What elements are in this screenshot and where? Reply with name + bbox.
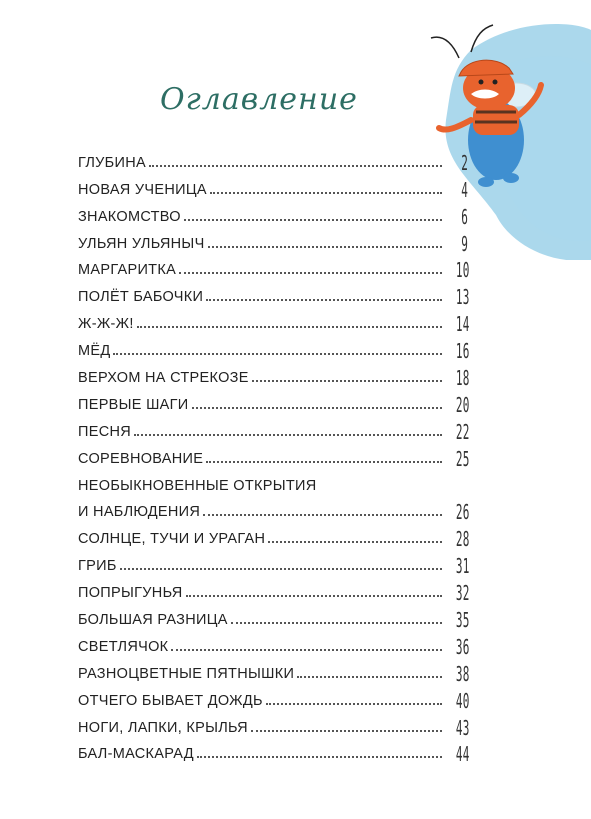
dot-leader <box>179 272 442 274</box>
toc-entry[interactable] <box>78 657 468 684</box>
toc-entry-label: БОЛЬШАЯ РАЗНИЦА <box>78 612 228 629</box>
dot-leader <box>268 541 442 543</box>
toc-entry-label: НЕОБЫКНОВЕННЫЕ ОТКРЫТИЯ <box>78 477 317 494</box>
toc-entry-label: ВЕРХОМ НА СТРЕКОЗЕ <box>78 370 249 387</box>
dot-leader <box>206 299 442 301</box>
toc-entry[interactable] <box>78 711 468 738</box>
dot-leader <box>206 461 442 463</box>
toc-entry-label: ГРИБ <box>78 558 117 575</box>
toc-entry-page-number: 18 <box>455 366 470 391</box>
toc-entry-page-number: 43 <box>455 715 470 740</box>
dot-leader <box>186 595 443 597</box>
toc-entry[interactable] <box>78 630 468 657</box>
toc-entry-label: ОТЧЕГО БЫВАЕТ ДОЖДЬ <box>78 692 263 709</box>
toc-entry-page-number: 10 <box>455 258 470 283</box>
toc-entry[interactable] <box>78 254 468 281</box>
dot-leader <box>251 730 442 732</box>
toc-entry-label: ПОЛЁТ БАБОЧКИ <box>78 289 204 306</box>
dot-leader <box>266 703 442 705</box>
toc-entry-page-number: 13 <box>455 285 470 310</box>
toc-entry-label: ЗНАКОМСТВО <box>78 208 181 225</box>
dot-leader <box>210 192 442 194</box>
toc-entry-label: НОВАЯ УЧЕНИЦА <box>78 181 207 198</box>
toc-entry-label: УЛЬЯН УЛЬЯНЫЧ <box>78 235 205 252</box>
toc-entry-page-number: 22 <box>455 419 470 444</box>
toc-entry-label: СОЛНЦЕ, ТУЧИ И УРАГАН <box>78 531 266 548</box>
toc-entry[interactable] <box>78 388 468 415</box>
toc-entry[interactable] <box>78 738 468 765</box>
dot-leader <box>231 622 442 624</box>
toc-entry-page-number: 6 <box>461 204 468 229</box>
toc-entry-label: СОРЕВНОВАНИЕ <box>78 450 204 467</box>
toc-entry-page-number: 20 <box>455 392 470 417</box>
toc-entry-label: БАЛ-МАСКАРАД <box>78 746 194 763</box>
toc-entry-page-number: 31 <box>455 554 470 579</box>
dot-leader <box>134 434 442 436</box>
toc-entry[interactable] <box>78 442 468 469</box>
toc-entry[interactable] <box>78 227 468 254</box>
toc-entry-label: И НАБЛЮДЕНИЯ <box>78 504 201 521</box>
dot-leader <box>120 568 442 570</box>
toc-entry-page-number: 26 <box>455 500 470 525</box>
toc-entry-page-number: 35 <box>455 608 470 633</box>
toc-entry-page-number: 28 <box>455 527 470 552</box>
dot-leader <box>149 165 442 167</box>
toc-entry[interactable] <box>78 549 470 579</box>
toc-entry-label: НОГИ, ЛАПКИ, КРЫЛЬЯ <box>78 719 248 736</box>
dot-leader <box>203 514 442 516</box>
toc-entry-page-number: 44 <box>455 742 470 767</box>
toc-entry-page-number: 25 <box>455 446 470 471</box>
toc-entry[interactable] <box>78 361 470 391</box>
toc-entry-label: МЁД <box>78 343 111 360</box>
toc-entry-page-number: 2 <box>461 150 468 175</box>
toc-entry-page-number: 38 <box>455 661 470 686</box>
toc-entry[interactable] <box>78 684 468 711</box>
toc-entry[interactable] <box>78 415 468 442</box>
toc-entry-label: СВЕТЛЯЧОК <box>78 638 169 655</box>
toc-entry[interactable] <box>78 146 468 173</box>
dot-leader <box>137 326 442 328</box>
dot-leader <box>171 649 442 651</box>
toc-entry[interactable] <box>78 469 468 496</box>
toc-entry[interactable] <box>78 603 470 633</box>
toc-entry-page-number: 40 <box>455 688 470 713</box>
toc-entry-label: МАРГАРИТКА <box>78 262 177 279</box>
dot-leader <box>113 353 442 355</box>
page-title: Оглавление <box>160 82 358 117</box>
toc-entry-page-number: 14 <box>455 312 470 337</box>
toc-entry[interactable] <box>78 307 470 337</box>
toc-entry-label: ПОПРЫГУНЬЯ <box>78 585 183 602</box>
toc-entry[interactable] <box>78 280 470 310</box>
toc-entry-label: РАЗНОЦВЕТНЫЕ ПЯТНЫШКИ <box>78 665 295 682</box>
toc-entry[interactable] <box>78 173 468 200</box>
toc-entry-label: ПЕРВЫЕ ШАГИ <box>78 396 189 413</box>
toc-entry-label: Ж-Ж-Ж! <box>78 316 134 333</box>
toc-entry[interactable] <box>78 522 470 552</box>
toc-entry[interactable] <box>78 576 470 606</box>
toc-entry-page-number: 36 <box>455 634 470 659</box>
toc-entry-label: ПЕСНЯ <box>78 423 132 440</box>
toc-entry[interactable] <box>78 496 468 523</box>
toc-entry-page-number: 32 <box>455 581 470 606</box>
dot-leader <box>197 756 442 758</box>
dot-leader <box>184 219 442 221</box>
toc-entry[interactable] <box>78 200 468 227</box>
dot-leader <box>297 676 442 678</box>
dot-leader <box>208 246 442 248</box>
toc-entry-page-number: 9 <box>461 231 468 256</box>
table-of-contents <box>78 146 470 767</box>
toc-entry-page-number: 4 <box>461 177 468 202</box>
dot-leader <box>252 380 442 382</box>
dot-leader <box>192 407 442 409</box>
toc-entry-page-number: 16 <box>455 339 470 364</box>
toc-entry[interactable] <box>78 334 470 364</box>
toc-entry-label: ГЛУБИНА <box>78 154 146 171</box>
